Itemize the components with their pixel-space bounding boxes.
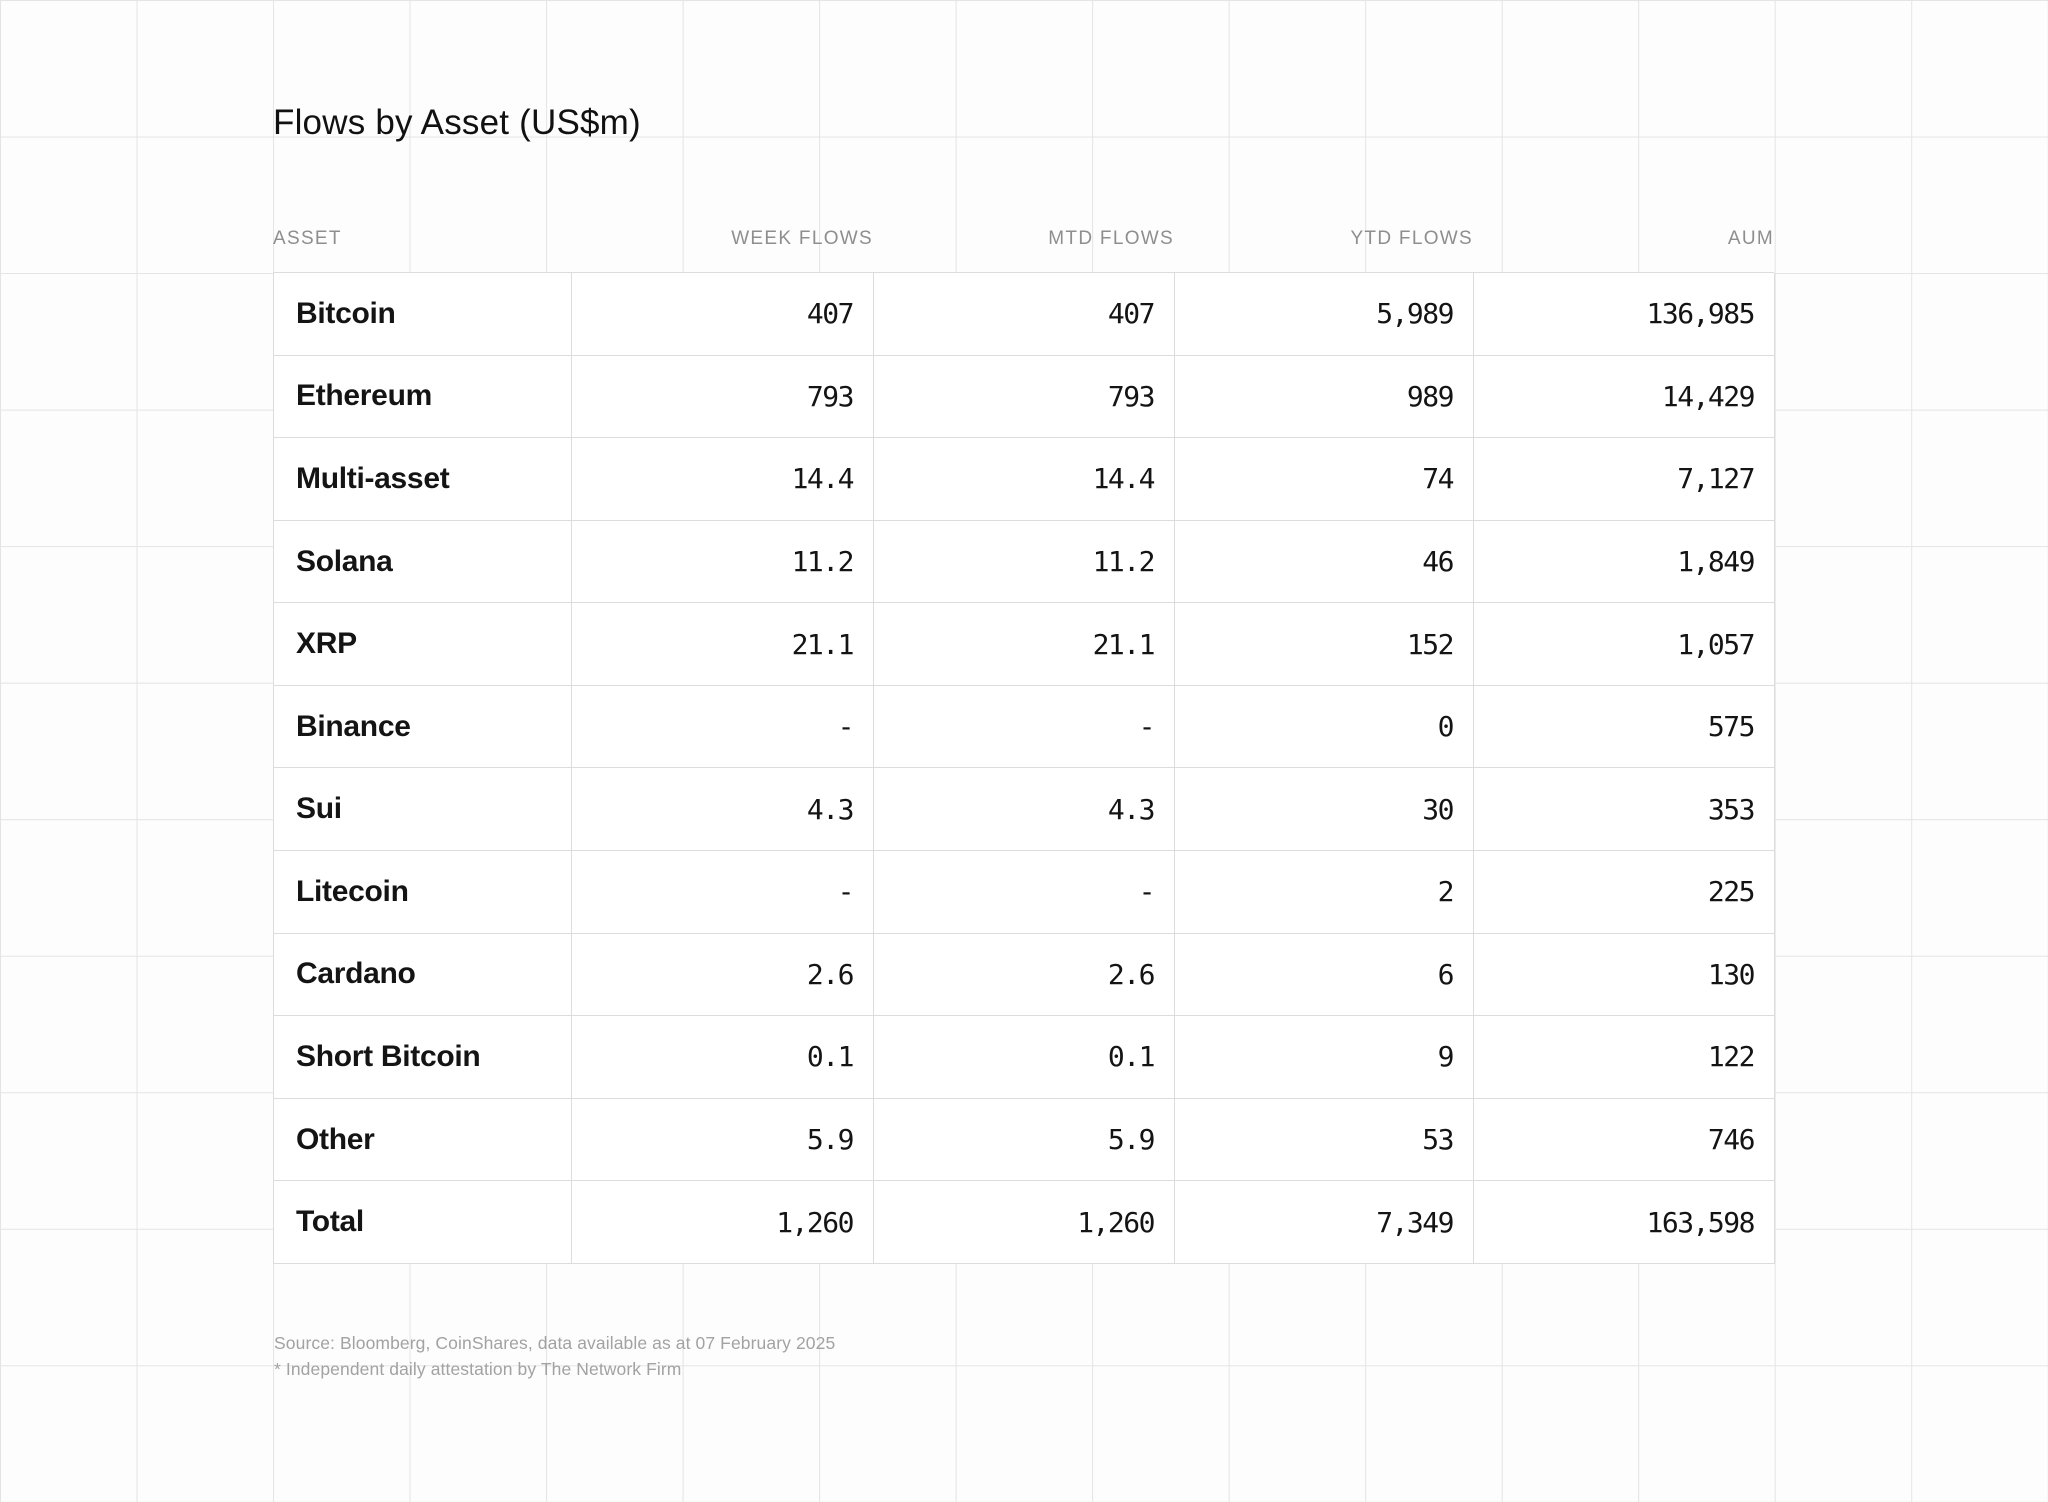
table-row-binance: [274, 686, 1774, 769]
mtd-value-cell: 0.1: [874, 1016, 1175, 1099]
asset-name-cell: Binance: [274, 686, 572, 769]
table-row-sui: [274, 768, 1774, 851]
aum-value-cell: 14,429: [1474, 356, 1775, 439]
aum-value-cell: 122: [1474, 1016, 1775, 1099]
ytd-value-cell: 989: [1175, 356, 1474, 439]
ytd-value-cell: 0: [1175, 686, 1474, 769]
mtd-value-cell: 2.6: [874, 934, 1175, 1017]
week-value-cell: 0.1: [572, 1016, 874, 1099]
aum-value-cell: 163,598: [1474, 1181, 1775, 1264]
ytd-value-cell: 53: [1175, 1099, 1474, 1182]
table-header-row: [273, 228, 1774, 250]
mtd-value-cell: 21.1: [874, 603, 1175, 686]
asset-name-cell: XRP: [274, 603, 572, 686]
week-value-cell: -: [572, 851, 874, 934]
source-note: Source: Bloomberg, CoinShares, data available as at 07 February 2025: [274, 1333, 836, 1353]
mtd-value-cell: 5.9: [874, 1099, 1175, 1182]
mtd-value-cell: 11.2: [874, 521, 1175, 604]
table-row-multi-asset: [274, 438, 1774, 521]
week-value-cell: 21.1: [572, 603, 874, 686]
asset-name-cell: Solana: [274, 521, 572, 604]
asset-name-cell: Litecoin: [274, 851, 572, 934]
column-header-mtd-flows: MTD FLOWS: [1048, 228, 1174, 249]
asset-name-cell: Cardano: [274, 934, 572, 1017]
asset-name-cell: Ethereum: [274, 356, 572, 439]
aum-value-cell: 575: [1474, 686, 1775, 769]
asset-name-cell: Multi-asset: [274, 438, 572, 521]
aum-value-cell: 1,057: [1474, 603, 1775, 686]
week-value-cell: 1,260: [572, 1181, 874, 1264]
aum-value-cell: 353: [1474, 768, 1775, 851]
table-row-ethereum: [274, 356, 1774, 439]
week-value-cell: 5.9: [572, 1099, 874, 1182]
week-value-cell: 11.2: [572, 521, 874, 604]
asset-name-cell: Bitcoin: [274, 273, 572, 356]
page-title: Flows by Asset (US$m): [273, 103, 641, 142]
week-value-cell: 2.6: [572, 934, 874, 1017]
mtd-value-cell: 4.3: [874, 768, 1175, 851]
column-header-asset: ASSET: [273, 228, 342, 249]
ytd-value-cell: 30: [1175, 768, 1474, 851]
ytd-value-cell: 5,989: [1175, 273, 1474, 356]
aum-value-cell: 7,127: [1474, 438, 1775, 521]
aum-value-cell: 136,985: [1474, 273, 1775, 356]
table-row-solana: [274, 521, 1774, 604]
asset-name-cell: Other: [274, 1099, 572, 1182]
ytd-value-cell: 74: [1175, 438, 1474, 521]
ytd-value-cell: 9: [1175, 1016, 1474, 1099]
table-row-cardano: [274, 934, 1774, 1017]
week-value-cell: -: [572, 686, 874, 769]
table-footnotes: [274, 1330, 835, 1382]
table-row-other: [274, 1099, 1774, 1182]
column-header-aum: AUM: [1727, 228, 1774, 249]
mtd-value-cell: -: [874, 851, 1175, 934]
week-value-cell: 793: [572, 356, 874, 439]
mtd-value-cell: 14.4: [874, 438, 1175, 521]
aum-value-cell: 1,849: [1474, 521, 1775, 604]
ytd-value-cell: 6: [1175, 934, 1474, 1017]
mtd-value-cell: 1,260: [874, 1181, 1175, 1264]
aum-value-cell: 225: [1474, 851, 1775, 934]
table-row-total: [274, 1181, 1774, 1264]
ytd-value-cell: 2: [1175, 851, 1474, 934]
asset-name-cell: Short Bitcoin: [274, 1016, 572, 1099]
ytd-value-cell: 46: [1175, 521, 1474, 604]
column-header-ytd-flows: YTD FLOWS: [1350, 228, 1473, 249]
attestation-note: * Independent daily attestation by The Network Firm: [274, 1359, 682, 1379]
aum-value-cell: 746: [1474, 1099, 1775, 1182]
mtd-value-cell: -: [874, 686, 1175, 769]
mtd-value-cell: 407: [874, 273, 1175, 356]
column-header-week-flows: WEEK FLOWS: [731, 228, 873, 249]
flows-by-asset-table: [273, 272, 1774, 1264]
week-value-cell: 407: [572, 273, 874, 356]
table-row-xrp: [274, 603, 1774, 686]
week-value-cell: 14.4: [572, 438, 874, 521]
week-value-cell: 4.3: [572, 768, 874, 851]
table-row-litecoin: [274, 851, 1774, 934]
table-row-bitcoin: [274, 273, 1774, 356]
aum-value-cell: 130: [1474, 934, 1775, 1017]
table-row-short-bitcoin: [274, 1016, 1774, 1099]
mtd-value-cell: 793: [874, 356, 1175, 439]
ytd-value-cell: 7,349: [1175, 1181, 1474, 1264]
asset-name-cell: Total: [274, 1181, 572, 1264]
ytd-value-cell: 152: [1175, 603, 1474, 686]
asset-name-cell: Sui: [274, 768, 572, 851]
